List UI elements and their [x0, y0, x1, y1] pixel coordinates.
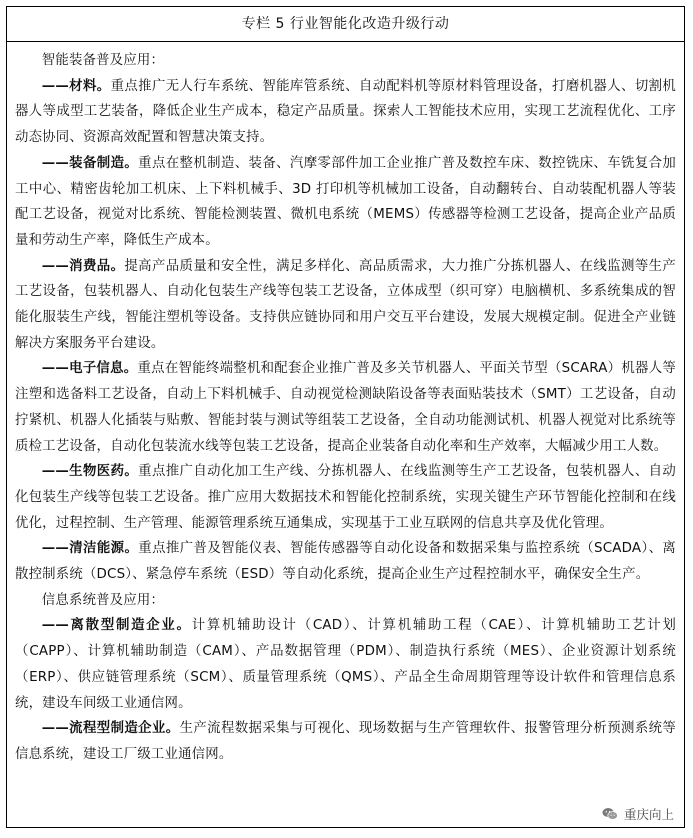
paragraph-lead: ——装备制造。	[41, 155, 139, 171]
paragraph-electronics	[15, 356, 676, 459]
paragraph-equipment	[15, 151, 676, 254]
paragraph-text: 重点推广自动化加工生产线、分拣机器人、在线监测等生产工艺设备，包装机器人、自动化包装生产线等包装工艺设备。推广应用大数据技术和智能化控制系统，实现关键生产环节智能化控制和在线优化，过程控制、生产管理、能源管理系统互通集成，实现基于工业互联网的信息共享及优化管理。	[15, 464, 677, 531]
paragraph-text: 重点推广无人行车系统、智能库管系统、自动配料机等原材料管理设备，打磨机器人、切割机器人等成型工艺装备，降低企业生产成本，稳定产品质量。探索人工智能技术应用，实现工艺流程优化、工序动态协同、资源高效配置和智慧决策支持。	[15, 78, 677, 146]
paragraph-energy	[15, 536, 676, 587]
watermark	[596, 804, 679, 824]
paragraph-lead: ——离散型制造企业。	[41, 618, 192, 634]
paragraph-lead: ——电子信息。	[41, 361, 138, 377]
paragraph-materials	[15, 74, 676, 151]
paragraph-process	[15, 716, 676, 767]
section-heading: 信息系统普及应用：	[41, 592, 165, 608]
paragraph-text: 重点在整机制造、装备、汽摩零部件加工企业推广普及数控车床、数控铣床、车铣复合加工中心、精密齿轮加工机床、上下料机械手、3D 打印机等机械加工设备，自动翻转台、自动装配机器人等装配工艺设备，视觉对比系统、智能检测装置、微机电系统（MEMS）传感器等检测工艺设备，提高企业产品质量和劳动生产率，降低生产成本。	[15, 155, 677, 248]
column-box	[6, 6, 685, 828]
paragraph-discrete	[15, 613, 676, 716]
column-content	[7, 42, 684, 768]
column-title: 专栏 5 行业智能化改造升级行动	[7, 7, 684, 42]
wechat-icon	[601, 805, 619, 823]
paragraph-text: 重点在智能终端整机和配套企业推广普及多关节机器人、平面关节型（SCARA）机器人等注塑和选备料工艺设备，自动上下料机械手、自动视觉检测缺陷设备等表面贴装技术（SMT）工艺设备，自动拧紧机、机器人化插装与贴敷、智能封装与测试等组装工艺设备，全自动功能测试机、机器人视觉对比系统等质检工艺设备，自动化包装流水线等包装工艺设备，提高企业装备自动化率和生产效率，大幅减少用工人数。	[15, 361, 676, 454]
paragraph-lead: ——生物医药。	[41, 464, 139, 480]
paragraph-consumer	[15, 254, 676, 357]
watermark-label: 重庆向上	[623, 807, 674, 822]
paragraph-text: 生产流程数据采集与可视化、现场数据与生产管理软件、报警管理分析预测系统等信息系统，建设工厂级工业通信网。	[15, 721, 677, 762]
paragraph-biomed	[15, 459, 676, 536]
paragraph-text: 计算机辅助设计（CAD）、计算机辅助工程（CAE）、计算机辅助工艺计划（CAPP）、计算机辅助制造（CAM）、产品数据管理（PDM）、制造执行系统（MES）、企业资源计划系统（ERP）、供应链管理系统（SCM）、质量管理系统（QMS）、产品全生命周期管理等设计软件和管理信息系统，建设车间级工业通信网。	[15, 618, 677, 711]
paragraph-text: 重点推广普及智能仪表、智能传感器等自动化设备和数据采集与监控系统（SCADA）、离散控制系统（DCS）、紧急停车系统（ESD）等自动化系统，提高企业生产过程控制水平，确保安全生产。	[15, 541, 676, 583]
paragraph-lead: ——消费品。	[41, 258, 125, 274]
paragraph-lead: ——材料。	[41, 78, 111, 94]
section-heading: 智能装备普及应用：	[41, 53, 165, 68]
paragraph-text: 提高产品质量和安全性，满足多样化、高品质需求，大力推广分拣机器人、在线监测等生产工艺设备，包装机器人、自动化包装生产线等包装工艺设备，立体成型（织可穿）电脑横机、多系统集成的智能化服装生产线，智能注塑机等设备。支持供应链协同和用户交互平台建设，发展大规模定制。促进全产业链解决方案服务平台建设。	[15, 258, 677, 351]
paragraph-lead: ——清洁能源。	[41, 541, 139, 557]
paragraph-lead: ——流程型制造企业。	[41, 721, 180, 737]
